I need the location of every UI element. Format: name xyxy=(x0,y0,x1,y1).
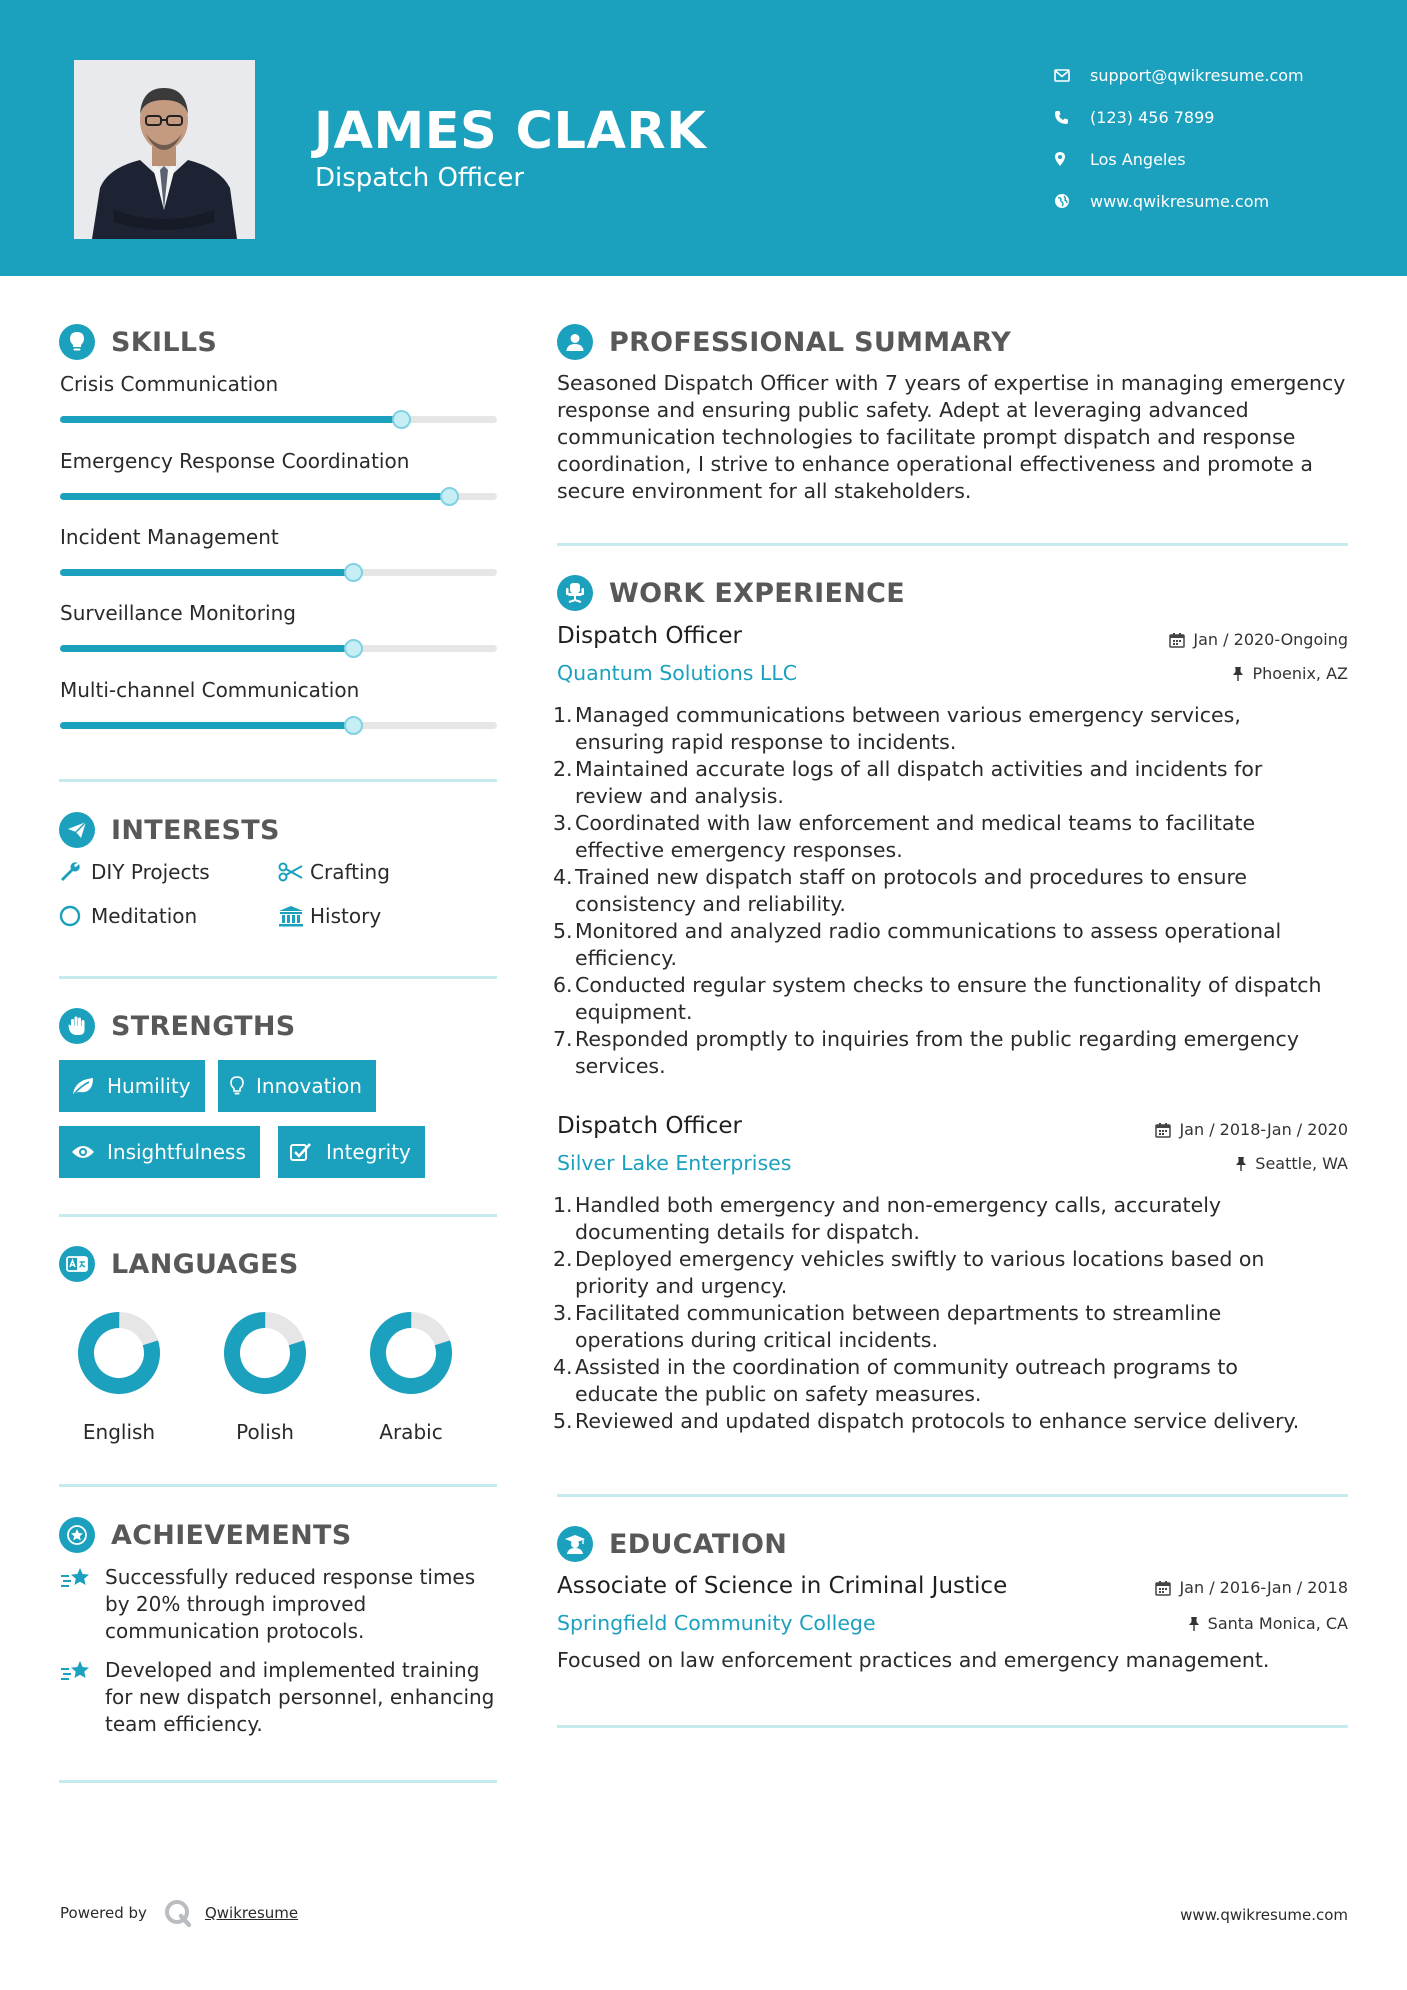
envelope-icon xyxy=(1054,69,1090,82)
calendar-icon xyxy=(1155,1122,1171,1138)
footer-website-link[interactable]: www.qwikresume.com xyxy=(1180,1906,1348,1924)
section-divider xyxy=(557,543,1348,546)
education-description: Focused on law enforcement practices and emergency management. xyxy=(557,1648,1270,1672)
interest-label: Crafting xyxy=(310,860,390,884)
education-title: EDUCATION xyxy=(609,1528,788,1560)
skill-name: Multi-channel Communication xyxy=(60,678,360,702)
contact-location xyxy=(1054,138,1304,180)
interest-label: Meditation xyxy=(91,904,198,928)
skill-bar-handle xyxy=(440,487,459,506)
summary-text: Seasoned Dispatch Officer with 7 years of expertise in managing emergency response and ensuring public safety. Adept at leveraging advanced communication technologies to facilitate prompt dispatch and response coordination, I strive to enhance operational effectiveness and promote a secure environment for all stakeholders. xyxy=(557,371,1346,503)
skill-bar-fill xyxy=(60,569,353,576)
skill-bar-fill xyxy=(60,416,401,423)
job-location-text: Phoenix, AZ xyxy=(1252,664,1348,683)
skill-item xyxy=(60,449,497,500)
contact-email xyxy=(1054,54,1304,96)
contact-website xyxy=(1054,180,1304,222)
language-ring-fill xyxy=(369,1311,452,1394)
job-location xyxy=(1232,664,1348,683)
user-icon xyxy=(557,324,593,360)
strength-chip xyxy=(278,1126,425,1178)
eye-icon xyxy=(71,1144,107,1160)
skill-bar-handle xyxy=(344,563,363,582)
language-item xyxy=(64,1310,174,1444)
achievement-text: Developed and implemented training for new dispatch personnel, enhancing team efficiency. xyxy=(105,1658,495,1736)
language-item xyxy=(210,1310,320,1444)
strength-label: Humility xyxy=(107,1074,191,1098)
strength-chip xyxy=(218,1060,376,1112)
experience-heading xyxy=(557,575,905,611)
language-ring xyxy=(368,1310,454,1396)
skill-bar-fill xyxy=(60,493,449,500)
section-divider xyxy=(59,976,497,979)
section-divider xyxy=(59,1484,497,1487)
language-item xyxy=(356,1310,466,1444)
skill-bar-fill xyxy=(60,722,353,729)
job-bullet: 4. Assisted in the coordination of community outreach programs to educate the public on safety measures. xyxy=(553,1355,1238,1406)
interests-title: INTERESTS xyxy=(111,814,280,846)
job-dates-text: Jan / 2018-Jan / 2020 xyxy=(1179,1120,1348,1139)
education-location-text: Santa Monica, CA xyxy=(1207,1614,1348,1633)
strength-chip xyxy=(59,1126,260,1178)
skills-title: SKILLS xyxy=(111,326,218,358)
shooting-star-icon xyxy=(60,1657,105,1738)
job-bullet: 5. Reviewed and updated dispatch protocols to enhance service delivery. xyxy=(553,1409,1300,1433)
calendar-icon xyxy=(1169,632,1185,648)
skill-item xyxy=(60,372,497,423)
contact-phone xyxy=(1054,96,1304,138)
skill-bar-fill xyxy=(60,645,353,652)
job-title: Dispatch Officer xyxy=(557,1113,742,1139)
skill-bar xyxy=(60,416,497,423)
skill-bar-handle xyxy=(344,716,363,735)
languages-heading xyxy=(59,1246,299,1282)
phone-icon xyxy=(1054,110,1090,125)
resume-header xyxy=(0,0,1407,276)
job-bullet: 2. Deployed emergency vehicles swiftly to various locations based on priority and urgency. xyxy=(553,1247,1265,1298)
job-bullet: 4. Trained new dispatch staff on protocols and procedures to ensure consistency and reliability. xyxy=(553,865,1248,916)
skill-bar xyxy=(60,493,497,500)
achievement-text: Successfully reduced response times by 20% through improved communication protocols. xyxy=(105,1565,476,1643)
job-location-text: Seattle, WA xyxy=(1255,1154,1348,1173)
skill-bar xyxy=(60,722,497,729)
shooting-star-icon xyxy=(60,1564,105,1645)
job-dates xyxy=(1169,630,1348,649)
job-bullet: 7. Responded promptly to inquiries from the public regarding emergency services. xyxy=(553,1027,1299,1078)
check-square-icon xyxy=(290,1142,326,1162)
contact-location-text: Los Angeles xyxy=(1090,149,1186,169)
language-ring xyxy=(222,1310,308,1396)
qwikresume-logo-icon xyxy=(163,1898,193,1928)
experience-title: WORK EXPERIENCE xyxy=(609,577,905,609)
achievements-heading xyxy=(59,1517,352,1553)
candidate-name: JAMES CLARK xyxy=(314,102,707,161)
scissors-icon xyxy=(278,862,310,882)
job-bullet-list xyxy=(553,1192,1353,1435)
interest-item xyxy=(278,904,381,928)
contact-phone-text: (123) 456 7899 xyxy=(1090,107,1215,127)
pushpin-icon xyxy=(1235,1156,1247,1172)
job-bullet-list xyxy=(553,702,1353,1080)
job-bullet: 6. Conducted regular system checks to ensure the functionality of dispatch equipment. xyxy=(553,973,1322,1024)
language-ring-fill xyxy=(77,1311,160,1394)
education-heading xyxy=(557,1526,787,1562)
institution-icon xyxy=(278,905,310,927)
language-ring xyxy=(76,1310,162,1396)
job-location xyxy=(1235,1154,1348,1173)
achievements-title: ACHIEVEMENTS xyxy=(111,1519,352,1551)
contact-list xyxy=(1054,54,1304,222)
summary-heading xyxy=(557,324,1011,360)
skill-bar xyxy=(60,645,497,652)
hand-icon xyxy=(59,1008,95,1044)
contact-website-text[interactable]: www.qwikresume.com xyxy=(1090,191,1270,211)
interest-item xyxy=(59,904,197,928)
footer-branding xyxy=(60,1898,298,1928)
powered-by-text: Powered by xyxy=(60,1904,147,1922)
skill-name: Incident Management xyxy=(60,525,279,549)
lightbulb-icon xyxy=(59,324,95,360)
education-school: Springfield Community College xyxy=(557,1611,876,1635)
candidate-role: Dispatch Officer xyxy=(315,163,525,193)
strengths-heading xyxy=(59,1008,296,1044)
globe-icon xyxy=(1054,193,1090,209)
job-company: Silver Lake Enterprises xyxy=(557,1151,792,1175)
pushpin-icon xyxy=(1232,666,1244,682)
wrench-icon xyxy=(59,861,91,883)
job-bullet: 1. Handled both emergency and non-emergency calls, accurately documenting details for dispatch. xyxy=(553,1193,1222,1244)
pushpin-icon xyxy=(1188,1616,1200,1632)
skills-heading xyxy=(59,324,217,360)
skill-name: Surveillance Monitoring xyxy=(60,601,296,625)
job-company: Quantum Solutions LLC xyxy=(557,661,798,685)
skill-item xyxy=(60,525,497,576)
strength-label: Integrity xyxy=(326,1140,411,1164)
language-name: Arabic xyxy=(379,1420,443,1444)
skill-bar-handle xyxy=(392,410,411,429)
circle-icon xyxy=(59,905,91,927)
achievement-item xyxy=(60,1657,500,1738)
skill-name: Crisis Communication xyxy=(60,372,279,396)
brand-link[interactable]: Qwikresume xyxy=(204,1904,299,1922)
skill-item xyxy=(60,678,497,729)
section-divider xyxy=(557,1494,1348,1497)
strength-label: Innovation xyxy=(256,1074,362,1098)
languages-title: LANGUAGES xyxy=(111,1248,299,1280)
contact-email-text[interactable]: support@qwikresume.com xyxy=(1090,65,1304,85)
job-bullet: 2. Maintained accurate logs of all dispatch activities and incidents for review and analysis. xyxy=(553,757,1263,808)
interest-item xyxy=(59,860,210,884)
strength-label: Insightfulness xyxy=(107,1140,246,1164)
graduate-icon xyxy=(557,1526,593,1562)
achievement-item xyxy=(60,1564,500,1645)
skill-name: Emergency Response Coordination xyxy=(60,449,410,473)
section-divider xyxy=(557,1725,1348,1728)
language-ring-fill xyxy=(223,1311,306,1394)
education-location xyxy=(1188,1614,1348,1633)
skill-bar xyxy=(60,569,497,576)
education-dates-text: Jan / 2016-Jan / 2018 xyxy=(1179,1578,1348,1597)
paper-plane-icon xyxy=(59,812,95,848)
leaf-icon xyxy=(71,1076,107,1096)
section-divider xyxy=(59,1214,497,1217)
summary-title: PROFESSIONAL SUMMARY xyxy=(609,326,1012,358)
job-bullet: 5. Monitored and analyzed radio communications to assess operational efficiency. xyxy=(553,919,1282,970)
section-divider xyxy=(59,779,497,782)
calendar-icon xyxy=(1155,1580,1171,1596)
interest-label: DIY Projects xyxy=(91,860,210,884)
job-bullet: 3. Facilitated communication between departments to streamline operations during critical incidents. xyxy=(553,1301,1222,1352)
section-divider xyxy=(59,1780,497,1783)
job-dates xyxy=(1155,1120,1348,1139)
interest-label: History xyxy=(310,904,382,928)
strength-chip xyxy=(59,1060,205,1112)
map-pin-icon xyxy=(1054,151,1090,167)
job-dates-text: Jan / 2020-Ongoing xyxy=(1193,630,1348,649)
skill-bar-handle xyxy=(344,639,363,658)
office-chair-icon xyxy=(557,575,593,611)
interest-item xyxy=(278,860,390,884)
language-icon xyxy=(59,1246,95,1282)
skill-item xyxy=(60,601,497,652)
lightbulb-icon xyxy=(230,1076,256,1096)
star-badge-icon xyxy=(59,1517,95,1553)
strengths-title: STRENGTHS xyxy=(111,1010,296,1042)
education-degree: Associate of Science in Criminal Justice xyxy=(557,1573,1008,1599)
education-dates xyxy=(1155,1578,1348,1597)
language-name: Polish xyxy=(236,1420,294,1444)
interests-heading xyxy=(59,812,280,848)
job-bullet: 1. Managed communications between various emergency services, ensuring rapid response to incidents. xyxy=(553,703,1241,754)
language-name: English xyxy=(82,1420,156,1444)
job-title: Dispatch Officer xyxy=(557,623,742,649)
job-bullet: 3. Coordinated with law enforcement and medical teams to facilitate effective emergency responses. xyxy=(553,811,1256,862)
profile-photo xyxy=(74,60,255,239)
